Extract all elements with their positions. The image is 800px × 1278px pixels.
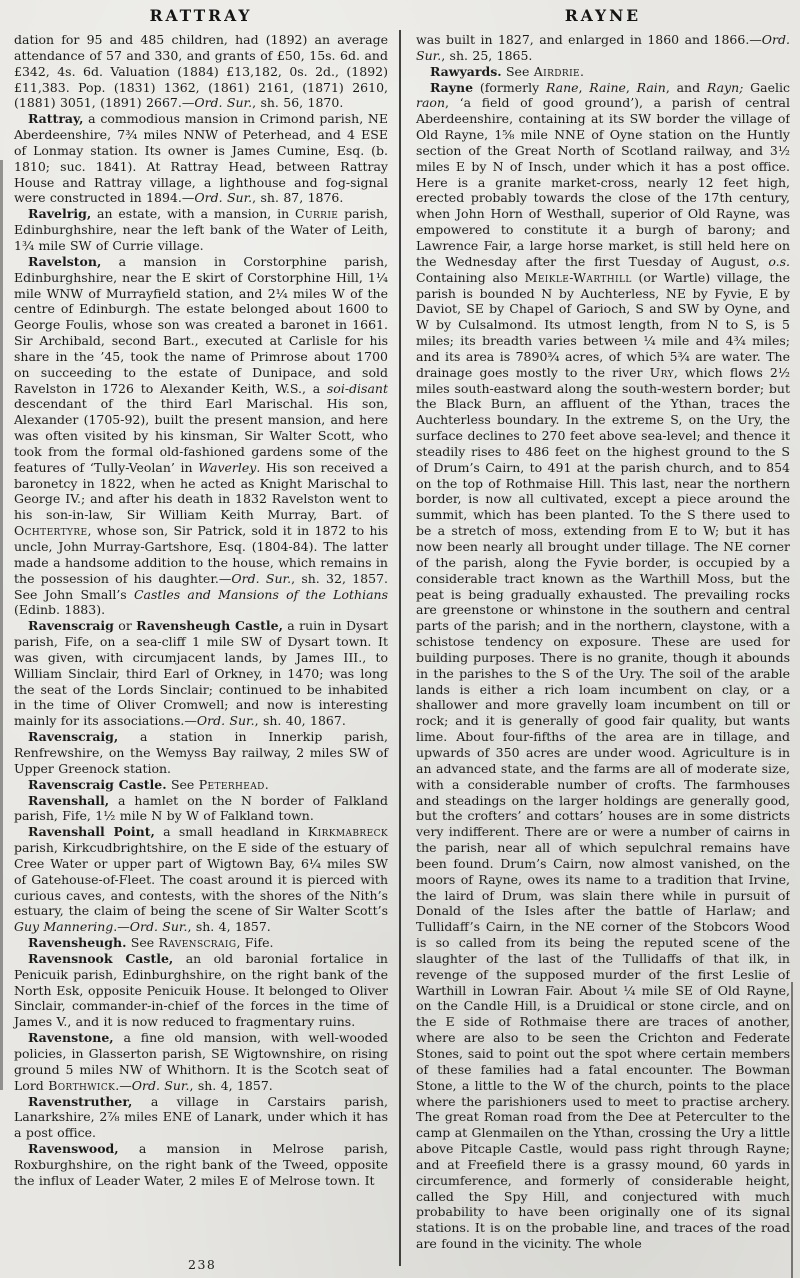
- text-segment: See: [501, 63, 534, 79]
- entry-paragraph: [416, 80, 790, 1252]
- left-running-header: RATTRAY: [149, 6, 253, 25]
- text-segment: (Edinb. 1883).: [14, 602, 106, 618]
- text-segment: ,: [625, 79, 637, 95]
- text-segment: Kirkmabreck: [307, 824, 388, 840]
- text-segment: , sh. 87, 1876.: [252, 190, 344, 206]
- page-number: 238: [188, 1257, 217, 1272]
- text-segment: , sh. 4, 1857.: [187, 919, 271, 935]
- text-segment: Rain: [636, 79, 666, 95]
- entry-name: Ravenscraig: [28, 618, 114, 634]
- entry-paragraph: [14, 1094, 388, 1142]
- text-segment: (formerly: [473, 79, 546, 95]
- entry-paragraph: [14, 951, 388, 1030]
- scan-edge-artifact-right: [791, 982, 793, 1278]
- text-segment: Ord. Sur.: [196, 713, 255, 729]
- text-segment: a hamlet on the N border of Falkland parish, Fife, 1½ mile N by W of Falkland town.: [14, 792, 388, 824]
- right-running-header: RAYNE: [564, 6, 642, 25]
- right-column: [400, 4, 790, 1254]
- text-segment: an old baronial fortalice in Penicuik parish, Edinburghshire, on the right bank of the North Esk, opposite Penicuik House. It belonged to Oliver Sinclair, commander-in-chief of the forces in the time of James V., and it is now reduced to fragmentary ruins.: [14, 950, 388, 1030]
- text-segment: Ord. Sur.: [416, 32, 790, 63]
- text-segment: Airdrie: [533, 63, 581, 79]
- text-segment: , sh. 32, 1857. See John Small’s: [14, 570, 389, 602]
- entry-paragraph: [14, 618, 388, 729]
- text-segment: , sh. 4, 1857.: [189, 1077, 273, 1093]
- text-segment: a fine old mansion, with well-wooded policies, in Glasserton parish, SE Wigtownshire, on rising ground 5 miles NW of Whithorn. It is the Scotch seat of Lord: [14, 1030, 388, 1093]
- text-segment: , ‘a field of good ground’), a parish of central Aberdeenshire, containing at its SW border the village of Old Rayne, 1⅝ mile NNE of Oyne station on the Huntly section of the Great North of Scotland railway, and 3½ miles E by N of Insch, under which it has a post office. Here is a granite market-cross, nearly 12 feet high, erected probably towards the close of the 17th century, when John Horn of Westhall, superior of Old Rayne, was empowered to constitute it a burgh of barony; and Lawrence Fair, a large horse market, is still held here on the Wednesday after the first Tuesday of August,: [416, 95, 790, 269]
- text-segment: Ord. Sur.: [129, 919, 188, 935]
- text-segment: .—: [113, 919, 130, 935]
- text-segment: Ury: [649, 364, 674, 380]
- text-segment: Ord. Sur.: [231, 570, 292, 586]
- text-segment: Currie: [295, 206, 339, 222]
- text-segment: , sh. 25, 1865.: [441, 47, 533, 63]
- entry-paragraph: [14, 793, 388, 825]
- entry-name: Ravenscraig,: [28, 729, 119, 745]
- entry-name: Ravenshall Point,: [28, 824, 155, 840]
- text-segment: , which flows 2½ miles south-eastward along the south-western border; but the Black Burn, an affluent of the Ythan, traces the Auchterless boundary. In the extreme S, on the Ury, the surface declines to 270 feet above sea-level; and thence it steadily rises to 486 feet on the highest ground to the S of Drum’s Cairn, to 491 at the parish church, and to 854 on the top of Rothmaise Hill. This last, near the northern border, is now all cultivated, except a piece around the summit, which has been planted. To the S there used to be a stretch of moss, extending from E to W; but it has now been nearly all brought under tillage. The NE corner of the parish, along the Fyvie border, is occupied by a considerable tract known as the Warthill Moss, but the peat is being gradually exhausted. The prevailing rocks are greenstone or whinstone in the southern and central parts of the parish; and in the northern, claystone, with a schistose tendency on exposure. These are used for building purposes. There is no granite, though it abounds in the parishes to the S of the Ury. The soil of the arable lands is either a rich loam incumbent on clay, or a shallower and more gravelly loam incumbent on till or rock; and it is generally of good fair quality, but wants lime. About four-fifths of the area are in tillage, and upwards of 350 acres are under wood. Agriculture is in an advanced state, and the farms are all of moderate size, with a considerable number of crofts. The farmhouses and steadings on the larger holdings are generally good, but the crofters’ and cottars’ houses are in some districts very indifferent. There are or were a number of cairns in the parish, near all of which sepulchral remains have been found. Drum’s Cairn, now almost vanished, on the moors of Rayne, owes its name to a tradition that Irvine, the laird of Drum, was slain there while in pursuit of Donald of the Isles after the battle of Harlaw; and Tullidaff’s Cairn, in the NE corner of the Stobcors Wood is so called from its being the reputed scene of the slaughter of the last of the Tullidaffs of that ilk, in revenge of the supposed murder of the first Leslie of Warthill in Lowran Fair. About ¼ mile SE of Old Rayne, on the Candle Hill, is a Druidical or stone circle, and on the E side of Rothmaise there are traces of another, where are also to be seen the Crichton and Federate Stones, said to point out the spot where certain members of these families had a fatal encounter. The Bowman Stone, a little to the W of the church, points to the place where the parishioners used to meet to practise archery. The great Roman road from the Dee at Peterculter to the camp at Glenmailen on the Ythan, crossing the Ury a little above Pitcaple Castle, would pass right through Rayne; and at Freefield there is a grassy mound, 60 yards in circumference, and formerly of considerable height, called the Spy Hill, and conjectured with much probability to have been originally one of its signal stations. It is on the probable line, and traces of the road are found in the vicinity. The whole: [416, 364, 790, 1252]
- text-segment: a small headland in: [154, 824, 308, 840]
- text-segment: Peterhead: [198, 776, 265, 792]
- text-segment: was built in 1827, and enlarged in 1860 and 1866.—: [416, 32, 762, 47]
- text-segment: Raine: [589, 79, 626, 95]
- text-segment: Rayn;: [706, 79, 744, 95]
- text-segment: soi-disant: [326, 380, 388, 396]
- entry-name: Ravenscraig Castle.: [28, 776, 167, 792]
- entry-name: Rayne: [430, 79, 474, 95]
- text-segment: o.s.: [768, 253, 790, 269]
- text-segment: , sh. 40, 1867.: [254, 713, 346, 729]
- text-segment: or: [113, 618, 137, 634]
- text-segment: a station in Innerkip parish, Renfrewshire, on the Wemyss Bay railway, 2 miles SW of Upper Greenock station.: [14, 729, 388, 776]
- entry-name: Rawyards.: [430, 63, 502, 79]
- text-segment: .: [580, 63, 584, 79]
- text-segment: , Fife.: [236, 935, 274, 951]
- text-segment: an estate, with a mansion, in: [91, 206, 296, 222]
- text-segment: Ord. Sur.: [194, 95, 253, 111]
- text-segment: dation for 95 and 485 children, had (1892) an average attendance of 57 and 330, and grants of £50, 15s. 6d. and £342, 4s. 6d. Valuation (1884) £13,182, 0s. 2d., (1892) £11,383. Pop. (1831) 1362, (1861) 2161, (1871) 2610, (1881) 3051, (1891) 2667.—: [14, 32, 388, 111]
- scan-edge-artifact-left: [0, 160, 3, 1090]
- entry-paragraph: [14, 935, 388, 951]
- entry-name: Ravenstruther,: [28, 1093, 133, 1109]
- text-segment: Ord. Sur.: [131, 1077, 190, 1093]
- right-column-body: [416, 32, 790, 1252]
- text-segment: . His son received a baronetcy in 1822, when he acted as Knight Marischal to George IV.; and after his death in 1832 Ravelston went to his son-in-law, Sir William Keith Murray, Bart. of: [14, 459, 388, 523]
- text-segment: Ochtertyre: [14, 523, 88, 539]
- entry-name: Ravensheugh.: [28, 935, 127, 951]
- text-segment: Containing also: [416, 269, 525, 285]
- text-segment: , and: [665, 79, 707, 95]
- entry-name: Ravelston,: [28, 253, 102, 269]
- text-segment: .: [264, 776, 269, 792]
- entry-paragraph: [416, 32, 790, 64]
- entry-paragraph: [14, 111, 388, 206]
- text-segment: Guy Mannering: [14, 919, 114, 935]
- text-segment: Rane: [545, 79, 579, 95]
- entry-paragraph: [416, 64, 790, 80]
- entry-paragraph: [14, 32, 388, 111]
- entry-name: Ravenshall,: [28, 792, 110, 808]
- text-segment: a ruin in Dysart parish, Fife, on a sea-cliff 1 mile SW of Dysart town. It was given, with circumjacent lands, by James III., to William Sinclair, third Earl of Orkney, in 1470; was long the seat of the Lords Sinclair; continued to be inhabited in the time of Oliver Cromwell; and now is interesting mainly for its associations.—: [14, 618, 388, 729]
- text-segment: Ord. Sur.: [194, 190, 253, 206]
- text-segment: Borthwick: [48, 1077, 116, 1093]
- entry-paragraph: [14, 206, 388, 254]
- entry-name: Ravensnook Castle,: [28, 950, 174, 966]
- text-segment: ,: [578, 79, 590, 95]
- entry-paragraph: [14, 777, 388, 793]
- entry-name: Ravensheugh Castle,: [136, 618, 283, 634]
- text-segment: See: [166, 776, 199, 792]
- text-segment: , sh. 56, 1870.: [252, 95, 344, 111]
- entry-name: Ravelrig,: [28, 206, 92, 222]
- text-segment: a village in Carstairs parish, Lanarkshire, 2⅞ miles ENE of Lanark, under which it has a post office.: [14, 1093, 388, 1141]
- text-segment: Meikle-Warthill: [524, 269, 632, 285]
- entry-paragraph: [14, 254, 388, 618]
- left-column: [10, 4, 400, 1254]
- text-segment: parish, Kirkcudbrightshire, on the E side of the estuary of Cree Water or upper part of Wigtown Bay, 6¼ miles SW of Gatehouse-of-Fleet. The coast around it is pierced with curious caves, and contests, with the shores of the Nith’s estuary, the claim of being the scene of Sir Walter Scott’s: [14, 840, 388, 919]
- entry-paragraph: [14, 824, 388, 935]
- text-segment: Ravenscraig: [158, 935, 237, 951]
- text-segment: , whose son, Sir Patrick, sold it in 1872 to his uncle, John Murray-Gartshore, Esq. (1804-84). The latter made a handsome addition to the house, which remains in the possession of his daughter.—: [14, 523, 388, 586]
- text-segment: descendant of the third Earl Marischal. His son, Alexander (1705-92), built the present mansion, and here was often visited by his kinsman, Sir Walter Scott, who took from the formal old-fashioned gardens some of the features of ‘Tully-Veolan’ in: [14, 396, 388, 475]
- text-segment: a mansion in Melrose parish, Roxburghshire, on the right bank of the Tweed, opposite the influx of Leader Water, 2 miles E of Melrose town. It: [14, 1141, 388, 1188]
- text-segment: See: [126, 935, 159, 951]
- text-segment: (or Wartle) village, the parish is bounded N by Auchterless, NE by Fyvie, E by Daviot, SE by Chapel of Garioch, S and SW by Oyne, and W by Culsalmond. Its utmost length, from N to S, is 5 miles; its breadth varies between ¼ mile and 4¾ miles; and its area is 7890¾ acres, of which 5¾ are water. The drainage goes mostly to the river: [416, 269, 790, 380]
- text-segment: Gaelic: [743, 79, 790, 95]
- entry-name: Ravenstone,: [28, 1030, 114, 1046]
- text-segment: raon: [416, 95, 446, 111]
- entry-name: Ravenswood,: [28, 1141, 119, 1157]
- entry-paragraph: [14, 1030, 388, 1093]
- text-segment: a commodious mansion in Crimond parish, NE Aberdeenshire, 7¾ miles NNW of Peterhead, and 4 ESE of Lonmay station. Its owner is James Cumine, Esq. (b. 1810; suc. 1841). At Rattray Head, between Rattray House and Rattray village, a lighthouse and fog-signal were constructed in 1894.—: [14, 111, 388, 206]
- text-segment: Waverley: [198, 459, 257, 475]
- text-segment: parish, Edinburghshire, near the left bank of the Water of Leith, 1¾ mile SW of Currie village.: [14, 206, 388, 253]
- entry-paragraph: [14, 1141, 388, 1189]
- text-segment: Castles and Mansions of the Lothians: [133, 586, 388, 602]
- text-segment: .—: [115, 1077, 132, 1093]
- entry-name: Rattray,: [28, 111, 84, 127]
- entry-paragraph: [14, 729, 388, 777]
- left-column-body: [14, 32, 388, 1189]
- column-divider-rule: [399, 30, 401, 1266]
- text-segment: a mansion in Corstorphine parish, Edinburghshire, near the E skirt of Corstorphine Hill, 1¼ mile WNW of Murrayfield station, and 2¼ miles W of the centre of Edinburgh. The estate belonged about 1600 to George Foulis, whose son was created a baronet in 1661. Sir Archibald, second Bart., executed at Carlisle for his share in the ’45, took the name of Primrose about 1700 on succeeding to the estate of Dunipace, and sold Ravelston in 1726 to Alexander Keith, W.S., a: [14, 253, 388, 396]
